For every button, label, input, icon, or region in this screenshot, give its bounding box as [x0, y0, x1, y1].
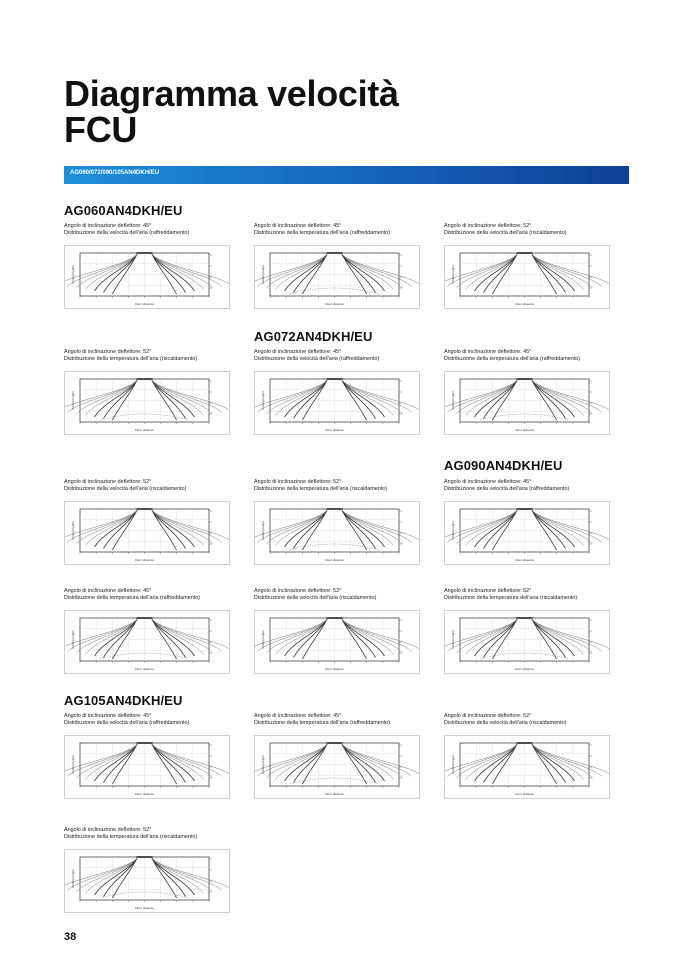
- airflow-chart: [255, 502, 419, 564]
- y-axis-label: Ceiling height: [261, 755, 265, 774]
- chart-caption-distribution: Distribuzione della temperatura dell'aria (raffreddamento): [254, 230, 391, 236]
- x-axis-label: Floor distance: [325, 302, 344, 306]
- chart-image: [444, 610, 610, 674]
- chart-caption-distribution: Distribuzione della velocità dell'aria (raffreddamento): [444, 486, 570, 492]
- y-axis-label: Ceiling height: [261, 630, 265, 649]
- x-axis-label: Floor distance: [325, 667, 344, 671]
- chart-caption-distribution: Distribuzione della velocità dell'aria (riscaldamento): [64, 486, 187, 492]
- chart-panel: [444, 223, 610, 306]
- chart-panel: [254, 588, 420, 671]
- x-axis-label: Floor distance: [325, 792, 344, 796]
- chart-caption-angle: Angolo di inclinazione deflettore: 52°: [64, 827, 152, 833]
- chart-panel: [64, 827, 230, 910]
- x-axis-label: Floor distance: [515, 792, 534, 796]
- chart-image: [64, 371, 230, 435]
- y-axis-label: Ceiling height: [451, 755, 455, 774]
- chart-caption-angle: Angolo di inclinazione deflettore: 45°: [64, 713, 152, 719]
- chart-panel: [444, 349, 610, 432]
- chart-panel: [254, 349, 420, 432]
- x-axis-label: Floor distance: [135, 906, 154, 910]
- chart-caption-angle: Angolo di inclinazione deflettore: 52°: [254, 479, 342, 485]
- chart-panel: [64, 349, 230, 432]
- chart-caption-angle: Angolo di inclinazione deflettore: 45°: [444, 349, 532, 355]
- chart-image: [444, 501, 610, 565]
- chart-panel: [254, 713, 420, 796]
- x-axis-label: Floor distance: [135, 558, 154, 562]
- x-axis-label: Floor distance: [515, 302, 534, 306]
- airflow-chart: [445, 611, 609, 673]
- chart-caption-distribution: Distribuzione della velocità dell'aria (riscaldamento): [444, 230, 567, 236]
- chart-caption-distribution: Distribuzione della temperatura dell'aria (raffreddamento): [254, 720, 391, 726]
- y-axis-label: Ceiling height: [71, 521, 75, 540]
- chart-panel: [254, 479, 420, 562]
- chart-image: [444, 371, 610, 435]
- x-axis-label: Floor distance: [515, 667, 534, 671]
- chart-caption-angle: Angolo di inclinazione deflettore: 45°: [254, 713, 342, 719]
- airflow-chart: [65, 372, 229, 434]
- chart-caption-angle: Angolo di inclinazione deflettore: 45°: [64, 588, 152, 594]
- chart-panel: [444, 713, 610, 796]
- chart-image: [254, 501, 420, 565]
- y-axis-label: Ceiling height: [451, 265, 455, 284]
- chart-panel: [64, 479, 230, 562]
- page-title-line1: Diagramma velocità: [64, 73, 399, 114]
- chart-panel: [444, 479, 610, 562]
- model-heading-ag072: AG072AN4DKH/EU: [254, 329, 373, 344]
- chart-image: [254, 245, 420, 309]
- chart-caption-angle: Angolo di inclinazione deflettore: 45°: [254, 349, 342, 355]
- chart-image: [254, 735, 420, 799]
- chart-caption-distribution: Distribuzione della temperatura dell'aria (riscaldamento): [254, 486, 388, 492]
- chart-caption-distribution: Distribuzione della velocità dell'aria (raffreddamento): [64, 230, 190, 236]
- y-axis-label: Ceiling height: [261, 391, 265, 410]
- chart-image: [64, 501, 230, 565]
- y-axis-label: Ceiling height: [451, 391, 455, 410]
- chart-image: [254, 371, 420, 435]
- chart-caption-distribution: Distribuzione della velocità dell'aria (raffreddamento): [64, 720, 190, 726]
- x-axis-label: Floor distance: [135, 792, 154, 796]
- model-heading-ag090: AG090AN4DKH/EU: [444, 458, 563, 473]
- x-axis-label: Floor distance: [135, 428, 154, 432]
- chart-panel: [64, 223, 230, 306]
- airflow-chart: [65, 850, 229, 912]
- chart-panel: [444, 588, 610, 671]
- y-axis-label: Ceiling height: [451, 521, 455, 540]
- x-axis-label: Floor distance: [515, 558, 534, 562]
- airflow-chart: [445, 372, 609, 434]
- chart-caption-distribution: Distribuzione della temperatura dell'aria (riscaldamento): [64, 834, 198, 840]
- x-axis-label: Floor distance: [515, 428, 534, 432]
- y-axis-label: Ceiling height: [71, 391, 75, 410]
- y-axis-label: Ceiling height: [71, 265, 75, 284]
- chart-image: [444, 735, 610, 799]
- chart-caption-angle: Angolo di inclinazione deflettore: 52°: [64, 479, 152, 485]
- airflow-chart: [445, 246, 609, 308]
- y-axis-label: Ceiling height: [451, 630, 455, 649]
- chart-image: [64, 245, 230, 309]
- page-title: [64, 73, 399, 150]
- airflow-chart: [65, 736, 229, 798]
- model-heading-ag105: AG105AN4DKH/EU: [64, 693, 183, 708]
- y-axis-label: Ceiling height: [261, 521, 265, 540]
- airflow-chart: [255, 611, 419, 673]
- y-axis-label: Ceiling height: [71, 755, 75, 774]
- x-axis-label: Floor distance: [135, 302, 154, 306]
- page-number: 38: [64, 931, 77, 943]
- chart-caption-distribution: Distribuzione della velocità dell'aria (riscaldamento): [444, 720, 567, 726]
- x-axis-label: Floor distance: [325, 558, 344, 562]
- chart-caption-angle: Angolo di inclinazione deflettore: 45°: [254, 223, 342, 229]
- chart-panel: [64, 713, 230, 796]
- chart-caption-distribution: Distribuzione della temperatura dell'aria (riscaldamento): [64, 356, 198, 362]
- chart-image: [254, 610, 420, 674]
- chart-caption-angle: Angolo di inclinazione deflettore: 45°: [64, 223, 152, 229]
- chart-caption-distribution: Distribuzione della velocità dell'aria (riscaldamento): [254, 595, 377, 601]
- model-heading-ag060: AG060AN4DKH/EU: [64, 203, 183, 218]
- chart-image: [64, 610, 230, 674]
- airflow-chart: [255, 246, 419, 308]
- airflow-chart: [65, 611, 229, 673]
- chart-caption-distribution: Distribuzione della temperatura dell'aria (raffreddamento): [64, 595, 201, 601]
- model-banner-text: AG060/072/090/105AN4DKH/EU: [70, 170, 160, 176]
- chart-caption-angle: Angolo di inclinazione deflettore: 52°: [444, 588, 532, 594]
- chart-caption-angle: Angolo di inclinazione deflettore: 45°: [444, 479, 532, 485]
- airflow-chart: [445, 502, 609, 564]
- chart-image: [64, 735, 230, 799]
- model-banner: [64, 166, 629, 184]
- airflow-chart: [445, 736, 609, 798]
- chart-caption-angle: Angolo di inclinazione deflettore: 52°: [444, 713, 532, 719]
- airflow-chart: [255, 372, 419, 434]
- airflow-chart: [255, 736, 419, 798]
- x-axis-label: Floor distance: [325, 428, 344, 432]
- airflow-chart: [65, 246, 229, 308]
- chart-panel: [64, 588, 230, 671]
- y-axis-label: Ceiling height: [71, 630, 75, 649]
- chart-caption-angle: Angolo di inclinazione deflettore: 52°: [254, 588, 342, 594]
- chart-image: [444, 245, 610, 309]
- chart-image: [64, 849, 230, 913]
- chart-caption-angle: Angolo di inclinazione deflettore: 52°: [64, 349, 152, 355]
- page-title-line2: FCU: [64, 109, 138, 150]
- chart-caption-distribution: Distribuzione della velocità dell'aria (raffreddamento): [254, 356, 380, 362]
- chart-caption-distribution: Distribuzione della temperatura dell'aria (riscaldamento): [444, 595, 578, 601]
- airflow-chart: [65, 502, 229, 564]
- y-axis-label: Ceiling height: [71, 869, 75, 888]
- chart-panel: [254, 223, 420, 306]
- chart-caption-distribution: Distribuzione della temperatura dell'aria (raffreddamento): [444, 356, 581, 362]
- chart-caption-angle: Angolo di inclinazione deflettore: 52°: [444, 223, 532, 229]
- y-axis-label: Ceiling height: [261, 265, 265, 284]
- x-axis-label: Floor distance: [135, 667, 154, 671]
